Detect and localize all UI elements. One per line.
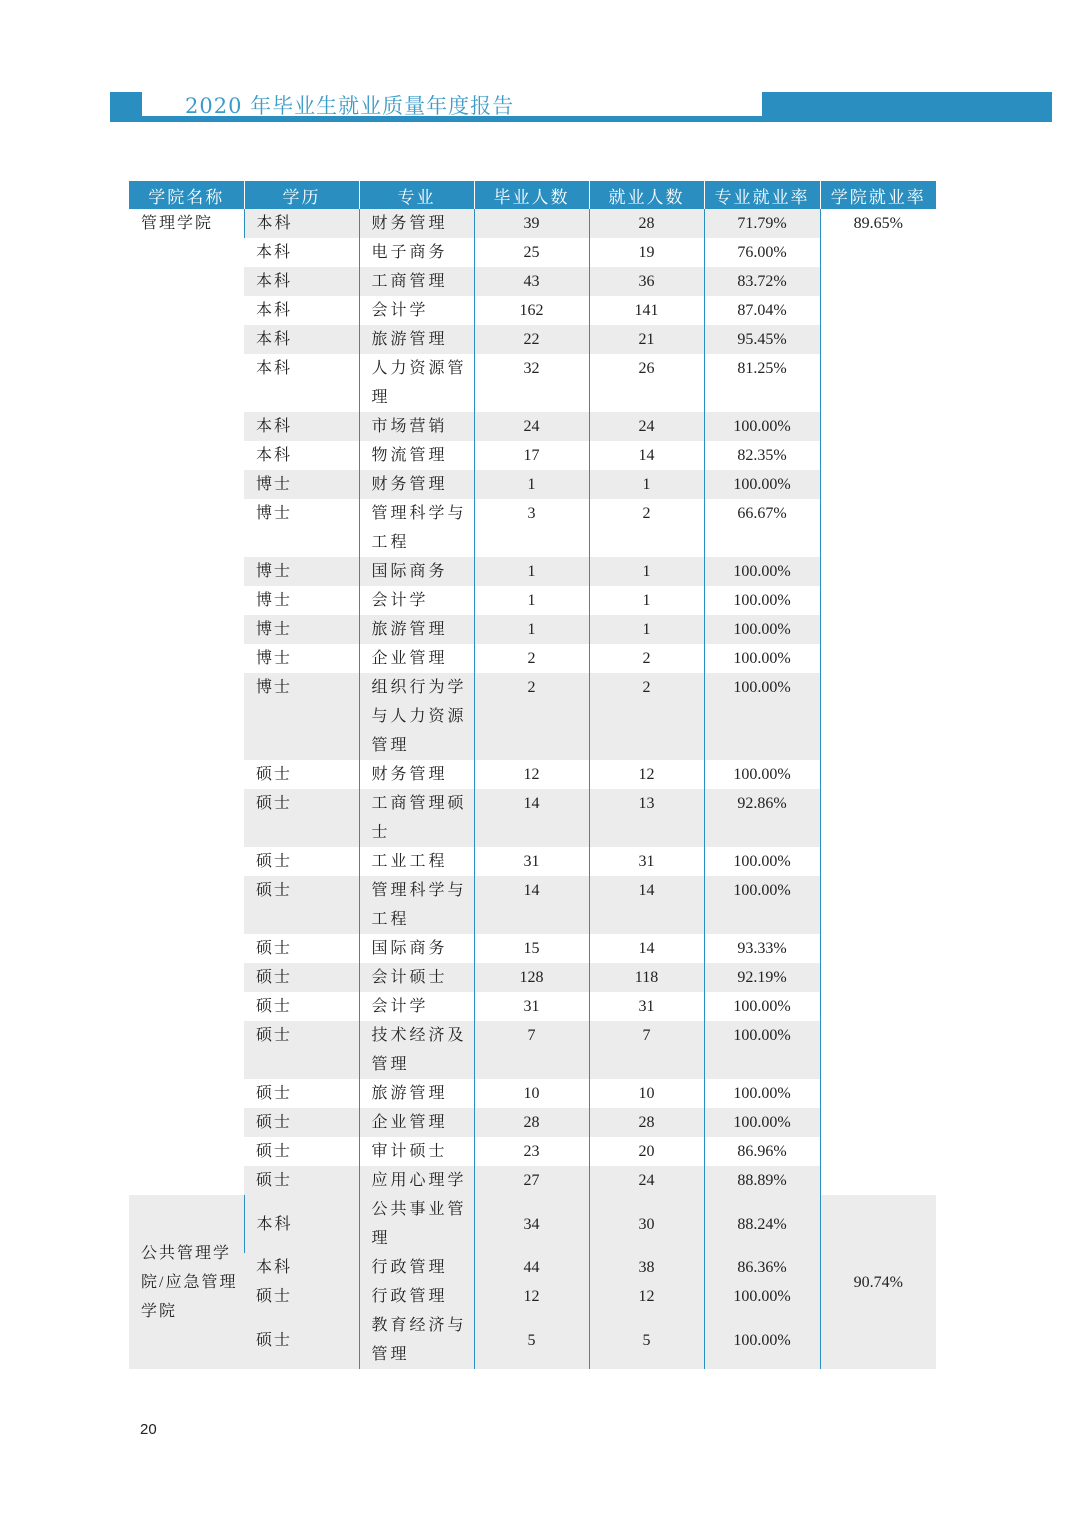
employed-cell: 2	[589, 499, 704, 557]
level-cell: 博士	[244, 470, 359, 499]
table-row	[129, 963, 936, 992]
column-header: 学历	[244, 181, 359, 209]
table-row	[129, 296, 936, 325]
report-title: 2020 年毕业生就业质量年度报告	[185, 94, 515, 118]
major-rate-cell: 66.67%	[704, 499, 820, 557]
employed-cell: 7	[589, 1021, 704, 1079]
major-cell: 行政管理	[359, 1282, 474, 1311]
major-rate-cell: 100.00%	[704, 412, 820, 441]
employed-cell: 28	[589, 209, 704, 238]
column-header: 就业人数	[589, 181, 704, 209]
college-name: 公共管理学院/应急管理学院	[129, 1195, 244, 1369]
major-rate-cell: 95.45%	[704, 325, 820, 354]
graduates-cell: 2	[474, 673, 589, 760]
employed-cell: 118	[589, 963, 704, 992]
major-cell: 工商管理	[359, 267, 474, 296]
table-row	[129, 1195, 936, 1253]
major-rate-cell: 92.86%	[704, 789, 820, 847]
column-header: 专业就业率	[704, 181, 820, 209]
table-row	[129, 499, 936, 557]
employed-cell: 36	[589, 267, 704, 296]
employed-cell: 12	[589, 760, 704, 789]
employed-cell: 1	[589, 586, 704, 615]
level-cell: 硕士	[244, 789, 359, 847]
employed-cell: 14	[589, 441, 704, 470]
college-rate: 90.74%	[820, 1195, 936, 1369]
level-cell: 硕士	[244, 963, 359, 992]
graduates-cell: 1	[474, 615, 589, 644]
employed-cell: 1	[589, 470, 704, 499]
major-cell: 管理科学与工程	[359, 499, 474, 557]
level-cell: 本科	[256, 360, 293, 377]
employed-cell: 31	[589, 992, 704, 1021]
employed-cell: 24	[589, 1166, 704, 1195]
level-cell: 本科	[256, 302, 293, 319]
graduates-cell: 32	[474, 354, 589, 412]
major-rate-cell: 82.35%	[704, 441, 820, 470]
major-cell: 财务管理	[359, 760, 474, 789]
graduates-cell: 14	[474, 789, 589, 847]
table-body	[129, 209, 936, 1369]
table-row	[129, 586, 936, 615]
table-row	[129, 876, 936, 934]
major-cell: 市场营销	[359, 412, 474, 441]
major-rate-cell: 100.00%	[704, 557, 820, 586]
graduates-cell: 1	[474, 557, 589, 586]
major-rate-cell: 93.33%	[704, 934, 820, 963]
table-row	[129, 1079, 936, 1108]
major-rate-cell: 88.89%	[704, 1166, 820, 1195]
major-cell: 管理科学与工程	[359, 876, 474, 934]
major-cell: 工业工程	[359, 847, 474, 876]
employed-cell: 20	[589, 1137, 704, 1166]
level-cell: 本科	[256, 244, 293, 261]
graduates-cell: 3	[474, 499, 589, 557]
major-cell: 物流管理	[359, 441, 474, 470]
employed-cell: 2	[589, 673, 704, 760]
employed-cell: 14	[589, 876, 704, 934]
graduates-cell: 128	[474, 963, 589, 992]
employed-cell: 5	[589, 1311, 704, 1369]
major-cell: 工商管理硕士	[359, 789, 474, 847]
table-row	[129, 615, 936, 644]
major-rate-cell: 100.00%	[704, 847, 820, 876]
graduates-cell: 28	[474, 1108, 589, 1137]
major-rate-cell: 100.00%	[704, 1021, 820, 1079]
table-row	[129, 673, 936, 760]
level-cell: 本科	[256, 447, 293, 464]
major-rate-cell: 100.00%	[704, 673, 820, 760]
major-cell: 财务管理	[359, 209, 474, 238]
level-cell: 博士	[244, 673, 359, 760]
graduates-cell: 24	[474, 412, 589, 441]
major-cell: 电子商务	[359, 238, 474, 267]
table-row	[129, 847, 936, 876]
table-row	[129, 1137, 936, 1166]
table-row	[129, 1253, 936, 1282]
employed-cell: 24	[589, 412, 704, 441]
level-cell: 硕士	[244, 1021, 359, 1079]
level-cell: 本科	[244, 267, 359, 296]
table-row	[129, 325, 936, 354]
column-header: 学院名称	[129, 181, 244, 209]
employment-table	[129, 181, 936, 1369]
level-cell: 博士	[256, 592, 293, 609]
graduates-cell: 15	[474, 934, 589, 963]
graduates-cell: 34	[474, 1195, 589, 1253]
major-rate-cell: 100.00%	[704, 876, 820, 934]
employed-cell: 12	[589, 1282, 704, 1311]
major-rate-cell: 100.00%	[704, 1079, 820, 1108]
level-cell: 硕士	[244, 1311, 359, 1369]
table-row	[129, 238, 936, 267]
employed-cell: 14	[589, 934, 704, 963]
major-cell: 国际商务	[359, 557, 474, 586]
level-cell: 博士	[244, 557, 359, 586]
graduates-cell: 31	[474, 847, 589, 876]
level-cell: 硕士	[244, 1166, 359, 1195]
table-row	[129, 1108, 936, 1137]
table-row	[129, 1021, 936, 1079]
major-rate-cell: 100.00%	[704, 1311, 820, 1369]
level-cell: 博士	[256, 650, 293, 667]
employed-cell: 2	[589, 644, 704, 673]
major-cell: 人力资源管理	[359, 354, 474, 412]
table-row	[129, 644, 936, 673]
graduates-cell: 12	[474, 1282, 589, 1311]
major-cell: 企业管理	[359, 1108, 474, 1137]
level-cell: 硕士	[244, 1108, 359, 1137]
major-rate-cell: 100.00%	[704, 992, 820, 1021]
banner-slash-decoration	[762, 92, 892, 116]
table-row	[129, 934, 936, 963]
major-rate-cell: 76.00%	[704, 238, 820, 267]
major-cell: 国际商务	[359, 934, 474, 963]
column-header: 毕业人数	[474, 181, 589, 209]
employed-cell: 10	[589, 1079, 704, 1108]
graduates-cell: 31	[474, 992, 589, 1021]
level-cell: 博士	[244, 615, 359, 644]
major-cell: 旅游管理	[359, 1079, 474, 1108]
major-cell: 会计学	[359, 296, 474, 325]
level-cell: 硕士	[256, 940, 293, 957]
graduates-cell: 17	[474, 441, 589, 470]
table-row	[129, 1282, 936, 1311]
major-rate-cell: 87.04%	[704, 296, 820, 325]
major-cell: 旅游管理	[359, 615, 474, 644]
header-banner	[110, 92, 1052, 122]
major-rate-cell: 100.00%	[704, 1282, 820, 1311]
major-cell: 会计学	[359, 992, 474, 1021]
major-cell: 组织行为学与人力资源管理	[359, 673, 474, 760]
major-rate-cell: 100.00%	[704, 1108, 820, 1137]
major-rate-cell: 86.36%	[704, 1253, 820, 1282]
page-number: 20	[140, 1421, 157, 1438]
table-row	[129, 992, 936, 1021]
employed-cell: 38	[589, 1253, 704, 1282]
employed-cell: 21	[589, 325, 704, 354]
graduates-cell: 5	[474, 1311, 589, 1369]
table-row	[129, 209, 936, 238]
major-rate-cell: 100.00%	[704, 615, 820, 644]
major-cell: 财务管理	[359, 470, 474, 499]
table-header-row	[129, 181, 936, 209]
employed-cell: 1	[589, 615, 704, 644]
major-cell: 审计硕士	[359, 1137, 474, 1166]
graduates-cell: 12	[474, 760, 589, 789]
employed-cell: 26	[589, 354, 704, 412]
employed-cell: 13	[589, 789, 704, 847]
major-rate-cell: 83.72%	[704, 267, 820, 296]
major-rate-cell: 100.00%	[704, 644, 820, 673]
level-cell: 本科	[244, 1253, 359, 1282]
major-rate-cell: 81.25%	[704, 354, 820, 412]
level-cell: 硕士	[256, 766, 293, 783]
major-cell: 会计硕士	[359, 963, 474, 992]
column-header: 专业	[359, 181, 474, 209]
table-row	[129, 441, 936, 470]
major-rate-cell: 92.19%	[704, 963, 820, 992]
graduates-cell: 162	[474, 296, 589, 325]
level-cell: 硕士	[244, 1282, 359, 1311]
table-row	[129, 789, 936, 847]
graduates-cell: 2	[474, 644, 589, 673]
employed-cell: 28	[589, 1108, 704, 1137]
graduates-cell: 1	[474, 470, 589, 499]
employed-cell: 19	[589, 238, 704, 267]
level-cell: 本科	[244, 209, 359, 238]
table-row	[129, 354, 936, 412]
graduates-cell: 39	[474, 209, 589, 238]
major-cell: 教育经济与管理	[359, 1311, 474, 1369]
table-row	[129, 470, 936, 499]
graduates-cell: 22	[474, 325, 589, 354]
college-rate: 89.65%	[820, 209, 936, 1195]
column-header: 学院就业率	[820, 181, 936, 209]
table-row	[129, 412, 936, 441]
graduates-cell: 44	[474, 1253, 589, 1282]
major-rate-cell: 88.24%	[704, 1195, 820, 1253]
employed-cell: 1	[589, 557, 704, 586]
level-cell: 硕士	[256, 1143, 293, 1160]
major-cell: 行政管理	[359, 1253, 474, 1282]
major-rate-cell: 71.79%	[704, 209, 820, 238]
level-cell: 硕士	[244, 876, 359, 934]
employed-cell: 31	[589, 847, 704, 876]
level-cell: 本科	[244, 1195, 359, 1253]
graduates-cell: 27	[474, 1166, 589, 1195]
graduates-cell: 23	[474, 1137, 589, 1166]
major-cell: 会计学	[359, 586, 474, 615]
major-cell: 技术经济及管理	[359, 1021, 474, 1079]
level-cell: 本科	[244, 412, 359, 441]
table-row	[129, 267, 936, 296]
table-row	[129, 1166, 936, 1195]
graduates-cell: 43	[474, 267, 589, 296]
graduates-cell: 7	[474, 1021, 589, 1079]
employed-cell: 141	[589, 296, 704, 325]
college-name: 管理学院	[129, 209, 244, 1195]
level-cell: 本科	[244, 325, 359, 354]
major-rate-cell: 100.00%	[704, 760, 820, 789]
major-rate-cell: 86.96%	[704, 1137, 820, 1166]
major-cell: 企业管理	[359, 644, 474, 673]
graduates-cell: 10	[474, 1079, 589, 1108]
table-row	[129, 760, 936, 789]
major-rate-cell: 100.00%	[704, 586, 820, 615]
level-cell: 硕士	[256, 853, 293, 870]
major-rate-cell: 100.00%	[704, 470, 820, 499]
graduates-cell: 14	[474, 876, 589, 934]
major-cell: 公共事业管理	[359, 1195, 474, 1253]
level-cell: 硕士	[256, 998, 293, 1015]
employed-cell: 30	[589, 1195, 704, 1253]
graduates-cell: 25	[474, 238, 589, 267]
major-cell: 旅游管理	[359, 325, 474, 354]
table-row	[129, 1311, 936, 1369]
level-cell: 硕士	[256, 1085, 293, 1102]
table-row	[129, 557, 936, 586]
graduates-cell: 1	[474, 586, 589, 615]
level-cell: 博士	[256, 505, 293, 522]
major-cell: 应用心理学	[359, 1166, 474, 1195]
